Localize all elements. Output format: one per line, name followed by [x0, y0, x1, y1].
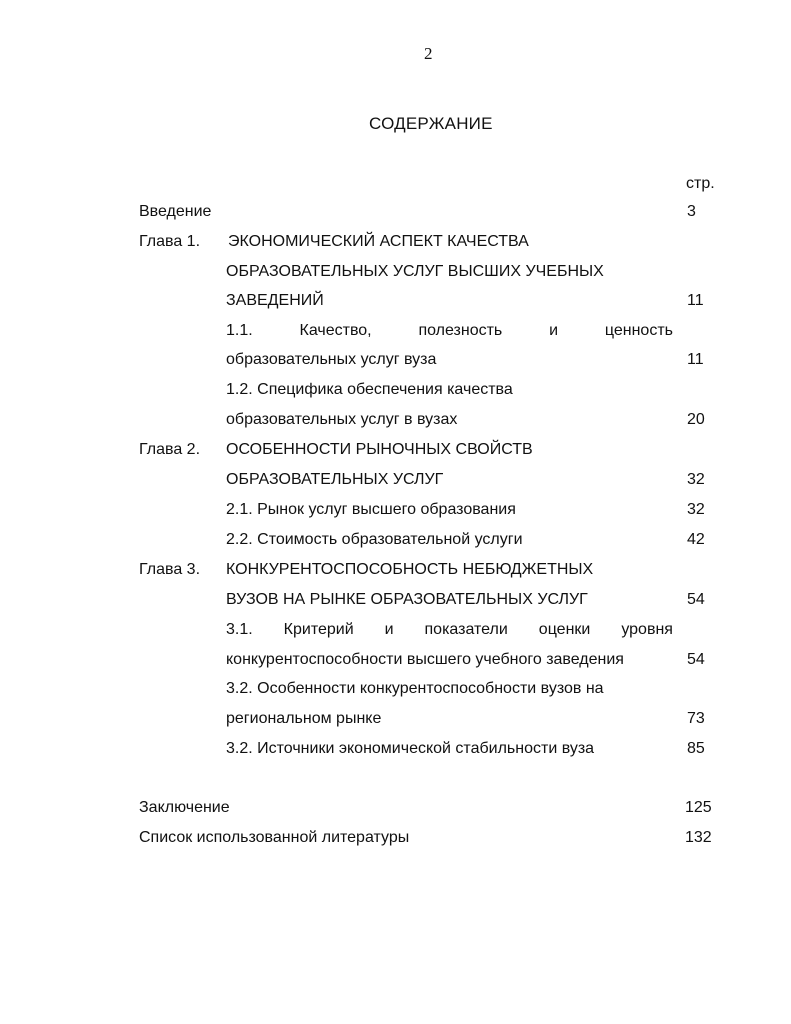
- toc-ch1-s2-line1: 1.2. Специфика обеспечения качества: [226, 381, 513, 398]
- toc-ch1-title-line2: ОБРАЗОВАТЕЛЬНЫХ УСЛУГ ВЫСШИХ УЧЕБНЫХ: [226, 263, 604, 280]
- toc-ch2-title-line2: ОБРАЗОВАТЕЛЬНЫХ УСЛУГ: [226, 471, 444, 488]
- toc-ch3-title-line2: ВУЗОВ НА РЫНКЕ ОБРАЗОВАТЕЛЬНЫХ УСЛУГ: [226, 591, 588, 608]
- toc-ch1-s1-line1: [226, 321, 673, 341]
- toc-ch2-s2-page: 42: [687, 531, 705, 548]
- toc-word: оценки: [538, 621, 591, 638]
- toc-bibliography-page: 132: [685, 829, 712, 846]
- toc-ch3-s2-line2: региональном рынке: [226, 710, 382, 727]
- toc-ch3-s3-page: 85: [687, 740, 705, 757]
- toc-conclusion-page: 125: [685, 799, 712, 816]
- page-number: 2: [424, 44, 433, 63]
- toc-ch3-s1-page: 54: [687, 651, 705, 668]
- toc-word: Критерий: [283, 621, 354, 638]
- toc-ch2-label: Глава 2.: [139, 441, 201, 458]
- toc-intro-page: 3: [687, 203, 696, 220]
- toc-ch3-label: Глава 3.: [139, 561, 201, 578]
- toc-ch1-title-line3: ЗАВЕДЕНИЙ: [226, 292, 324, 309]
- toc-ch3-s3-line1: 3.2. Источники экономической стабильности вуза: [226, 740, 595, 757]
- toc-word: полезность: [418, 322, 503, 339]
- toc-ch3-title-line1: КОНКУРЕНТОСПОСОБНОСТЬ НЕБЮДЖЕТНЫХ: [226, 561, 594, 578]
- toc-word: 3.1.: [226, 621, 253, 638]
- toc-ch3-s1-line2: конкурентоспособности высшего учебного заведения: [226, 651, 624, 668]
- toc-intro-label: Введение: [139, 203, 212, 220]
- toc-ch1-s1-page: 11: [687, 351, 704, 368]
- toc-ch3-s2-page: 73: [687, 710, 705, 727]
- toc-word: ценность: [604, 322, 673, 339]
- toc-ch2-page: 32: [687, 471, 705, 488]
- toc-ch2-s2-line1: 2.2. Стоимость образовательной услуги: [226, 531, 523, 548]
- toc-ch2-s1-line1: 2.1. Рынок услуг высшего образования: [226, 501, 516, 518]
- toc-ch3-page: 54: [687, 591, 705, 608]
- toc-ch1-page: 11: [687, 292, 704, 309]
- toc-ch1-s2-line2: образовательных услуг в вузах: [226, 411, 458, 428]
- toc-ch1-title-line1: ЭКОНОМИЧЕСКИЙ АСПЕКТ КАЧЕСТВА: [228, 233, 529, 250]
- toc-word: уровня: [621, 621, 673, 638]
- toc-ch1-label: Глава 1.: [139, 233, 201, 250]
- toc-ch2-s1-page: 32: [687, 501, 705, 518]
- page-title: СОДЕРЖАНИЕ: [369, 114, 493, 133]
- toc-word: и: [549, 322, 559, 339]
- toc-word: показатели: [424, 621, 508, 638]
- toc-word: и: [384, 621, 394, 638]
- page-column-label: стр.: [686, 175, 715, 192]
- toc-bibliography-label: Список использованной литературы: [139, 829, 410, 846]
- toc-ch1-s1-line2: образовательных услуг вуза: [226, 351, 437, 368]
- toc-ch2-title-line1: ОСОБЕННОСТИ РЫНОЧНЫХ СВОЙСТВ: [226, 441, 533, 458]
- toc-word: 1.1.: [226, 322, 253, 339]
- toc-word: Качество,: [299, 322, 372, 339]
- toc-ch3-s2-line1: 3.2. Особенности конкурентоспособности вузов на: [226, 680, 604, 697]
- toc-conclusion-label: Заключение: [139, 799, 230, 816]
- toc-ch3-s1-line1: [226, 620, 673, 640]
- toc-ch1-s2-page: 20: [687, 411, 705, 428]
